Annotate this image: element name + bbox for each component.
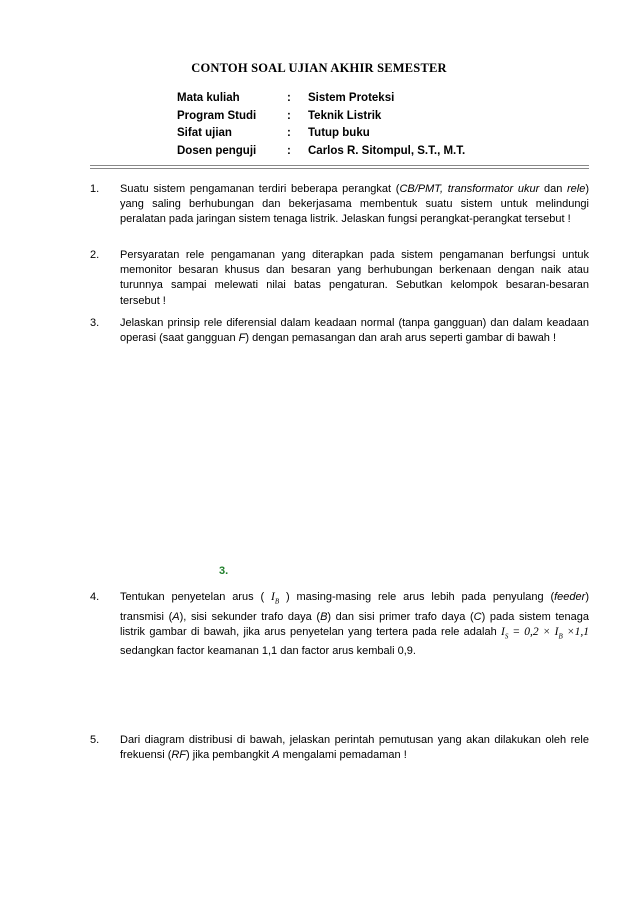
text-run: ) dan sisi primer trafo daya ( [327, 610, 474, 623]
course-info-row [177, 92, 557, 110]
separator-colon: : [287, 92, 291, 104]
text-run: dan [539, 183, 567, 195]
formula-part: = 0,2 × I [508, 625, 559, 638]
course-label: Mata kuliah [177, 92, 240, 104]
question-2 [90, 248, 589, 309]
italic-term: feeder [554, 591, 586, 603]
course-info [177, 92, 557, 162]
program-value: Teknik Listrik [308, 109, 382, 122]
text-run: Suatu sistem pengamanan terdiri beberapa perangkat ( [120, 183, 400, 195]
question-1 [90, 182, 589, 228]
italic-term: B [320, 610, 328, 623]
course-value: Sistem Proteksi [308, 92, 395, 104]
question-number: 1. [90, 183, 100, 195]
question-4 [90, 590, 589, 659]
separator-colon: : [287, 109, 291, 122]
text-run: ) dengan pemasangan dan arah arus seperti gambar di bawah ! [245, 332, 557, 345]
question-number: 4. [90, 591, 100, 603]
text-run: sedangkan factor keamanan 1,1 dan factor arus kembali 0,9. [120, 645, 416, 658]
program-label: Program Studi [177, 109, 257, 122]
formula-part: ×1,1 [562, 625, 589, 638]
text-run: mengalami pemadaman ! [279, 749, 407, 762]
setting-formula [501, 626, 589, 638]
question-text [120, 316, 589, 346]
text-run: ) transmisi ( [120, 591, 589, 623]
course-info-row [177, 110, 557, 128]
document-title: CONTOH SOAL UJIAN AKHIR SEMESTER [191, 61, 447, 75]
separator-colon: : [287, 127, 291, 139]
question-text [120, 590, 589, 659]
header-divider-top [90, 165, 589, 166]
examiner-value: Carlos R. Sitompul, S.T., M.T. [308, 144, 466, 157]
italic-term: rele [567, 183, 586, 195]
question-text [120, 182, 589, 228]
question-5 [90, 733, 589, 763]
figure-label: 3. [219, 565, 229, 577]
question-text: Persyaratan rele pengamanan yang diterapkan pada sistem pengamanan berfungsi untuk memonitor besaran khusus dan besaran yang berhubungan berkenaan dengan naik atau turunnya sampai melewati nilai batas pengaturan. Sebutkan kelompok besaran-besaran tersebut ! [120, 249, 589, 307]
question-number: 5. [90, 734, 100, 746]
text-run: ) jika pembangkit [186, 749, 273, 762]
question-number: 3. [90, 317, 100, 329]
question-number: 2. [90, 249, 100, 261]
exam-type-label: Sifat ujian [177, 127, 232, 139]
italic-term: C [473, 610, 482, 623]
italic-term: A [272, 749, 280, 762]
text-run: ) yang saling berhubungan dan bekerjasama membentuk suatu sistem untuk melindungi peralatan pada jaringan sistem tenaga listrik. Jelaskan fungsi perangkat-perangkat tersebut ! [120, 183, 590, 226]
formula-part: I [500, 625, 505, 638]
subscript-b: B [558, 632, 563, 640]
subscript-b: B [274, 597, 280, 606]
text-run: Dari diagram distribusi di bawah, jelaskan perintah pemutusan yang akan dilakukan oleh rele frekuensi ( [120, 734, 589, 762]
separator-colon: : [287, 144, 291, 157]
italic-term: F [238, 332, 246, 345]
text-run: ), sisi sekunder trafo daya ( [179, 610, 321, 623]
subscript-s: S [504, 632, 509, 640]
symbol-i: I [270, 591, 275, 603]
course-info-row [177, 127, 557, 145]
course-info-row [177, 145, 557, 163]
question-3 [90, 316, 589, 346]
examiner-label: Dosen penguji [177, 144, 257, 157]
italic-term: CB/PMT, transformator ukur [399, 183, 540, 195]
italic-term: A [172, 610, 180, 623]
text-run: ) masing-masing rele arus lebih pada penyulang ( [279, 591, 555, 603]
question-text [120, 733, 589, 763]
text-run: ) pada sistem tenaga listrik gambar di bawah, jika arus penyetelan yang tertera pada rele adalah [120, 610, 589, 638]
header-divider-bottom [90, 168, 589, 169]
text-run: Tentukan penyetelan arus ( [120, 591, 271, 603]
italic-term: RF [171, 749, 187, 762]
exam-type-value: Tutup buku [308, 127, 370, 139]
symbol-ib [270, 591, 280, 606]
text-run: Jelaskan prinsip rele diferensial dalam keadaan normal (tanpa gangguan) dan dalam keadaan operasi (saat gangguan [120, 317, 589, 345]
